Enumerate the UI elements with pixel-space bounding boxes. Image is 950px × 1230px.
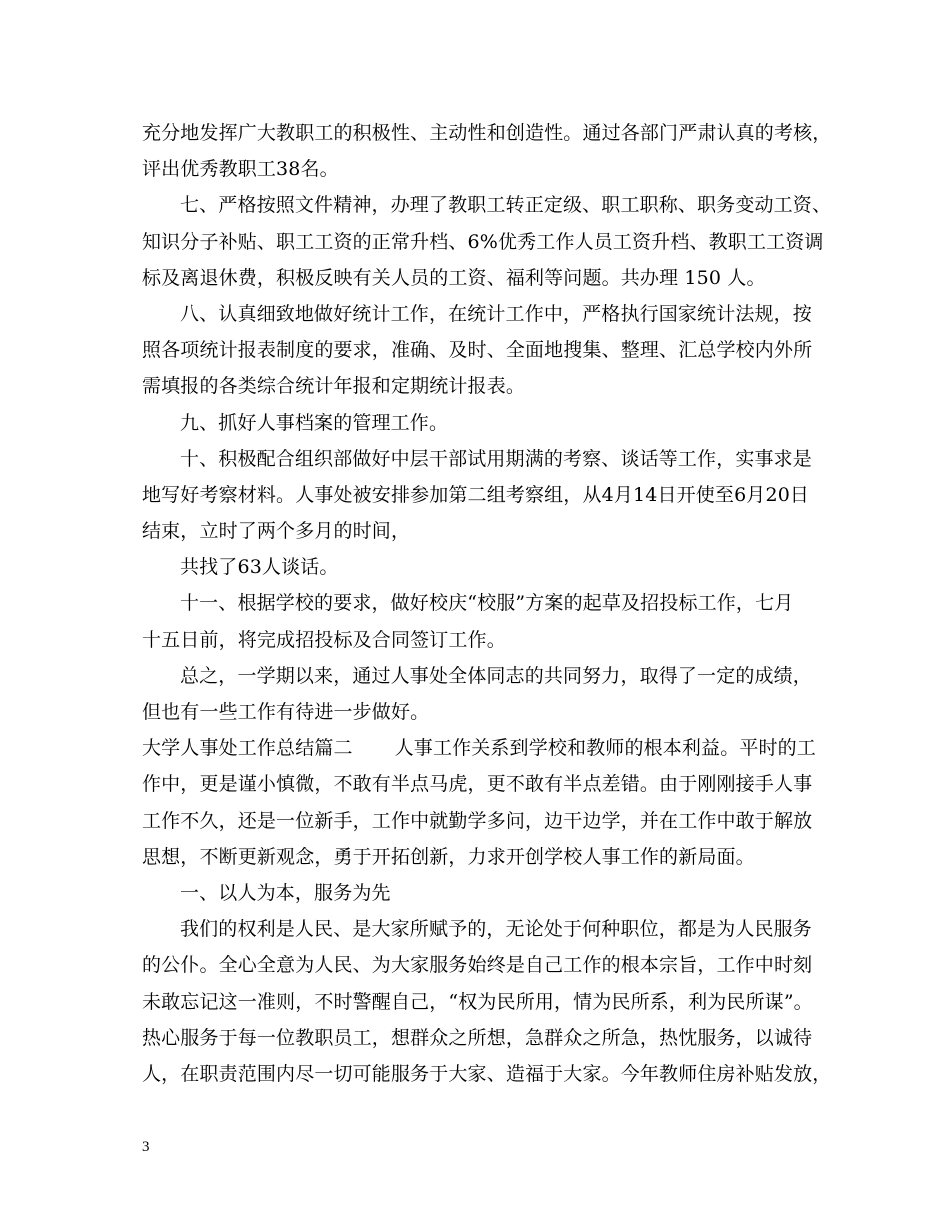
section-heading-line xyxy=(142,730,816,766)
document-body xyxy=(142,115,832,1092)
section-heading: 大学人事处工作总结篇二 xyxy=(142,737,353,760)
text-line: 但也有一些工作有待进一步做好。 xyxy=(142,701,430,723)
text-line: 人事工作关系到学校和教师的根本利益。平时的工 xyxy=(394,737,816,760)
text-line: 结束，立时了两个多月的时间， xyxy=(142,520,411,543)
text-line: 思想，不断更新观念，勇于开拓创新，力求开创学校人事工作的新局面。 xyxy=(142,845,755,868)
text-line: 共找了63人谈话。 xyxy=(180,556,339,579)
page-number: 3 xyxy=(142,1139,150,1155)
text-line: 工作不久，还是一位新手，工作中就勤学多问，边干边学，并在工作中敢于解放 xyxy=(142,809,813,832)
text-line: 知识分子补贴、职工工资的正常升档、6%优秀工作人员工资升档、教职工工资调 xyxy=(142,230,824,253)
text-line: 七、严格按照文件精神，办理了教职工转正定级、职工职称、职务变动工资、 xyxy=(180,194,832,217)
text-line: 人，在职责范围内尽一切可能服务于大家、造福于大家。今年教师住房补贴发放， xyxy=(142,1062,832,1085)
text-line: 九、抓好人事档案的管理工作。 xyxy=(180,411,449,434)
text-line: 标及离退休费，积极反映有关人员的工资、福利等问题。共办理 150 人。 xyxy=(142,266,766,289)
text-line: 评出优秀教职工38名。 xyxy=(142,158,339,181)
subheading-line: 一、以人为本，服务为先 xyxy=(180,881,391,904)
text-line: 十一、根据学校的要求，做好校庆“校服”方案的起草及招投标工作，七月 xyxy=(180,592,794,615)
text-line: 八、认真细致地做好统计工作，在统计工作中，严格执行国家统计法规，按 xyxy=(180,302,812,325)
text-line: 地写好考察材料。人事处被安排参加第二组考察组，从4月14日开使至6月20日 xyxy=(142,483,810,506)
text-line: 作中，更是谨小慎微，不敢有半点马虎，更不敢有半点差错。由于刚刚接手人事 xyxy=(142,773,813,796)
text-line: 需填报的各类综合统计年报和定期统计报表。 xyxy=(142,375,526,398)
text-line: 的公仆。全心全意为人民、为大家服务始终是自己工作的根本宗旨，工作中时刻 xyxy=(142,954,813,977)
text-line: 未敢忘记这一准则，不时警醒自己，“权为民所用，情为民所系，利为民所谋”。 xyxy=(142,990,813,1013)
text-line: 热心服务于每一位教职员工，想群众之所想，急群众之所急，热忱服务，以诚待 xyxy=(142,1026,813,1049)
text-line: 十五日前，将完成招投标及合同签订工作。 xyxy=(142,628,506,651)
text-line: 我们的权利是人民、是大家所赋予的，无论处于何种职位，都是为人民服务 xyxy=(180,918,812,941)
text-line: 充分地发挥广大教职工的积极性、主动性和创造性。通过各部门严肃认真的考核， xyxy=(142,122,832,144)
text-line: 照各项统计报表制度的要求，准确、及时、全面地搜集、整理、汇总学校内外所 xyxy=(142,339,813,362)
text-line: 十、积极配合组织部做好中层干部试用期满的考察、谈话等工作，实事求是 xyxy=(180,447,812,470)
text-line: 总之，一学期以来，通过人事处全体同志的共同努力，取得了一定的成绩， xyxy=(180,664,812,687)
